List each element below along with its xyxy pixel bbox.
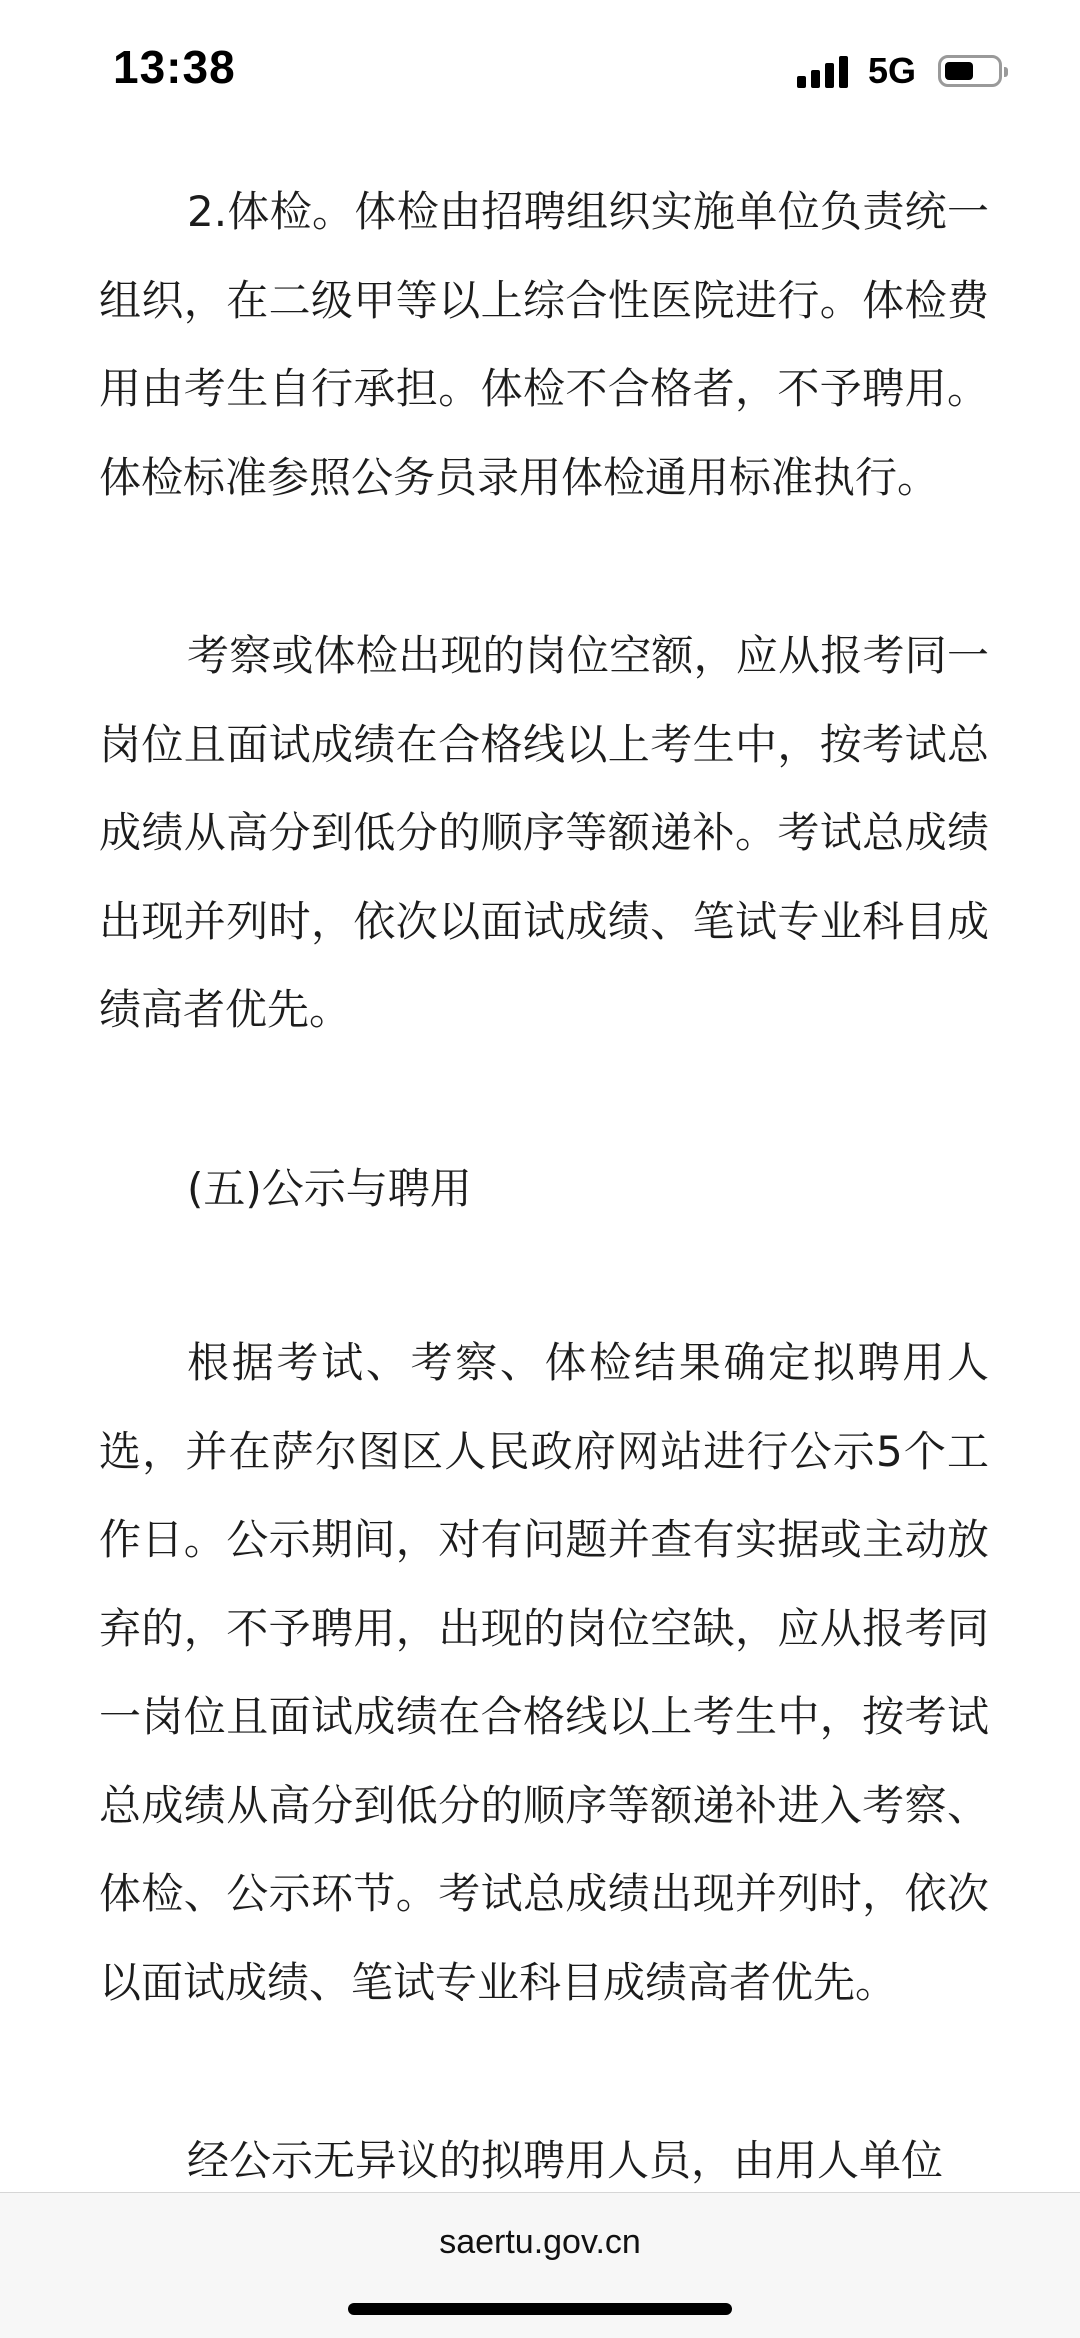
- battery-icon: [938, 55, 1002, 87]
- home-indicator[interactable]: [348, 2303, 732, 2315]
- article-body: [99, 168, 989, 2296]
- battery-level: [945, 62, 973, 80]
- browser-address-bar[interactable]: [0, 2192, 1080, 2338]
- status-bar: [0, 0, 1080, 130]
- network-type: 5G: [867, 50, 916, 91]
- status-indicators: [797, 50, 1002, 92]
- battery-tip: [1004, 67, 1008, 77]
- paragraph-medical-exam: 2.体检。体检由招聘组织实施单位负责统一组织，在二级甲等以上综合性医院进行。体检费用由考生自行承担。体检不合格者，不予聘用。体检标准参照公务员录用体检通用标准执行。: [99, 187, 989, 502]
- paragraph-hiring: 经公示无异议的拟聘用人员，由用人单位: [187, 2136, 944, 2185]
- cellular-signal-icon: [797, 54, 848, 88]
- status-time: 13:38: [113, 41, 236, 93]
- paragraph-vacancy-supplement: 考察或体检出现的岗位空额，应从报考同一岗位且面试成绩在合格线以上考生中，按考试总成绩从高分到低分的顺序等额递补。考试总成绩出现并列时，依次以面试成绩、笔试专业科目成绩高者优先。: [99, 631, 989, 1034]
- url-label[interactable]: saertu.gov.cn: [439, 2223, 641, 2261]
- paragraph-publicity: 根据考试、考察、体检结果确定拟聘用人选，并在萨尔图区人民政府网站进行公示5个工作日。公示期间，对有问题并查有实据或主动放弃的，不予聘用，出现的岗位空缺，应从报考同一岗位且面试成绩在合格线以上考生中，按考试总成绩从高分到低分的顺序等额递补进入考察、体检、公示环节。考试总成绩出现并列时，依次以面试成绩、笔试专业科目成绩高者优先。: [99, 1338, 989, 2007]
- section-heading: (五)公示与聘用: [187, 1163, 472, 1213]
